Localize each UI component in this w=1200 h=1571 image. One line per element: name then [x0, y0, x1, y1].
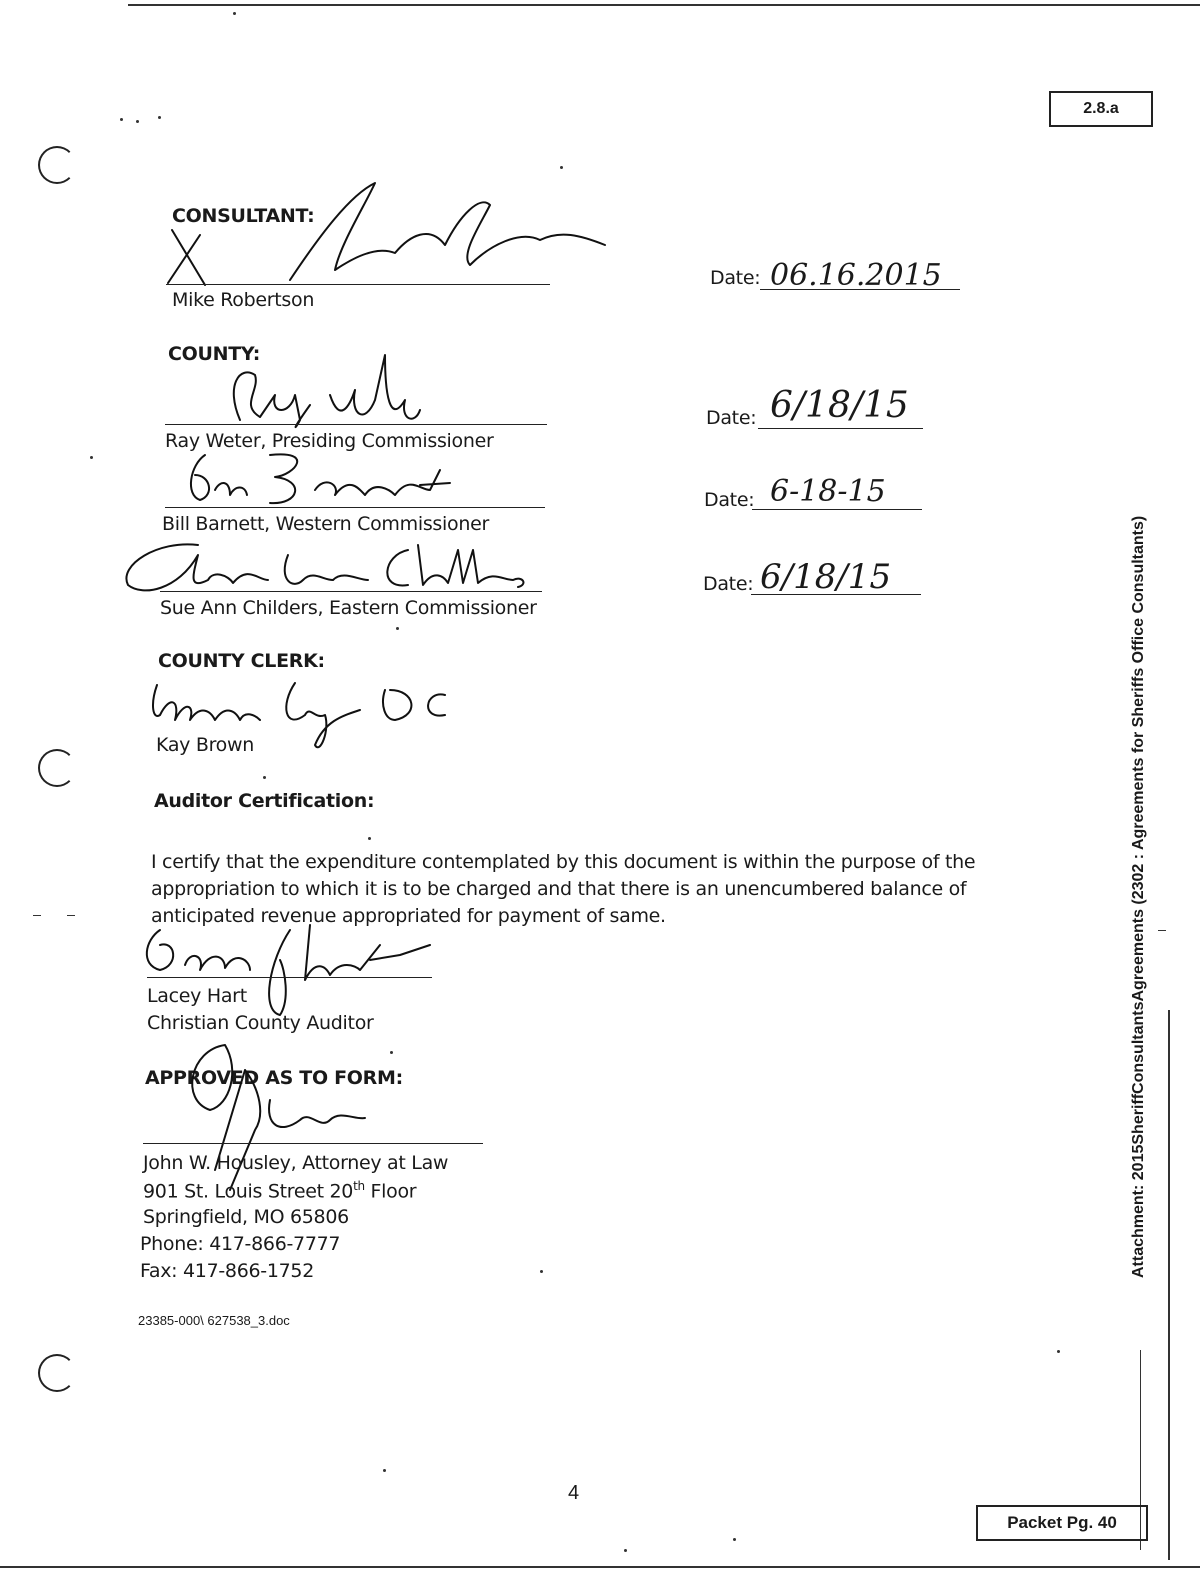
auditor-body-line-2: appropriation to which it is to be charged and that there is an unencumbered balance of [151, 878, 967, 900]
scan-speck [383, 1469, 386, 1472]
bottom-border [0, 1566, 1200, 1568]
scan-speck [540, 1270, 543, 1273]
scan-speck [90, 456, 93, 459]
barnett-signature [175, 445, 455, 515]
scan-speck [120, 118, 123, 121]
county-heading: COUNTY: [168, 343, 260, 365]
auditor-title: Christian County Auditor [147, 1012, 374, 1034]
attorney-phone: Phone: 417-866-7777 [140, 1233, 341, 1255]
weter-date-value: 6/18/15 [770, 385, 909, 426]
scan-speck [733, 1538, 736, 1541]
top-border [128, 4, 1200, 6]
childers-date-value: 6/18/15 [760, 557, 892, 597]
county-clerk-name: Kay Brown [156, 734, 254, 756]
binder-hole-bottom [38, 1354, 76, 1392]
page-number: 4 [568, 1482, 580, 1504]
scan-speck [263, 776, 266, 779]
barnett-signature-line [165, 507, 545, 508]
approved-heading: APPROVED AS TO FORM: [145, 1067, 403, 1089]
auditor-name: Lacey Hart [147, 985, 247, 1007]
consultant-signature [160, 175, 620, 305]
consultant-date-label: Date: [710, 267, 761, 289]
address-floor-text: Floor [364, 1180, 417, 1203]
auditor-signature-line [147, 977, 432, 978]
childers-signature [118, 535, 538, 605]
childers-date-label: Date: [703, 573, 754, 595]
agenda-item-badge [1049, 91, 1153, 127]
packet-page-box [976, 1505, 1148, 1541]
right-margin-rule [1168, 1010, 1170, 1560]
document-reference: 23385-000\ 627538_3.doc [138, 1313, 290, 1328]
scan-speck [624, 1549, 627, 1552]
scan-dash [1158, 930, 1166, 931]
scan-speck [136, 120, 139, 123]
attorney-address-street [143, 1179, 416, 1202]
auditor-heading: Auditor Certification: [154, 790, 375, 812]
binder-hole-top [38, 146, 76, 184]
scan-speck [368, 837, 371, 840]
address-ordinal-suffix: th [353, 1179, 365, 1193]
consultant-heading: CONSULTANT: [172, 205, 315, 227]
weter-date-line [758, 428, 923, 429]
scan-speck [560, 166, 563, 169]
scan-dash [33, 915, 41, 916]
weter-signature-line [165, 424, 547, 425]
childers-signature-line [160, 591, 542, 592]
scan-dash [67, 915, 75, 916]
scan-speck [390, 1051, 393, 1054]
attorney-signature-line [143, 1143, 483, 1144]
agenda-item-code: 2.8.a [1083, 100, 1119, 117]
barnett-name: Bill Barnett, Western Commissioner [162, 513, 489, 535]
auditor-body-line-1: I certify that the expenditure contemplated by this document is within the purpose of the [151, 851, 976, 873]
attorney-name-line: John W. Housley, Attorney at Law [143, 1152, 449, 1174]
address-street-text: 901 St. Louis Street 20 [143, 1180, 354, 1203]
attorney-city: Springfield, MO 65806 [143, 1206, 349, 1228]
attorney-signature [170, 1030, 390, 1200]
attorney-fax: Fax: 417-866-1752 [140, 1260, 315, 1282]
scan-speck [158, 116, 161, 119]
scan-speck [233, 12, 236, 15]
scan-speck [396, 627, 399, 630]
auditor-body-line-3: anticipated revenue appropriated for payment of same. [151, 905, 666, 927]
consultant-signature-line [166, 284, 550, 285]
scan-speck [1057, 1350, 1060, 1353]
consultant-date-value: 06.16.2015 [770, 258, 942, 293]
county-clerk-heading: COUNTY CLERK: [158, 650, 325, 672]
packet-page-label: Packet Pg. 40 [1007, 1513, 1117, 1532]
barnett-date-value: 6-18-15 [770, 474, 886, 509]
barnett-date-label: Date: [704, 489, 755, 511]
attachment-sidebar-text: Attachment: 2015SheriffConsultantsAgreements (2302 : Agreements for Sheriffs Office Consultants) [1130, 515, 1147, 1278]
weter-date-label: Date: [706, 407, 757, 429]
consultant-name: Mike Robertson [172, 289, 315, 311]
weter-name: Ray Weter, Presiding Commissioner [165, 430, 494, 452]
binder-hole-middle [38, 749, 76, 787]
weter-signature [200, 345, 430, 435]
barnett-date-line [752, 509, 922, 510]
childers-name: Sue Ann Childers, Eastern Commissioner [160, 597, 537, 619]
